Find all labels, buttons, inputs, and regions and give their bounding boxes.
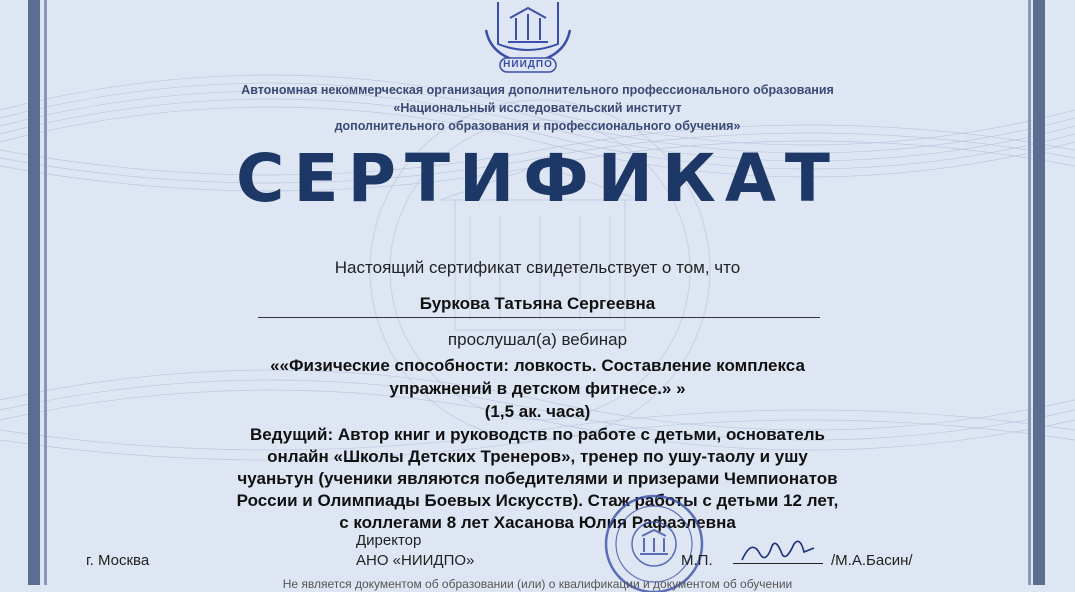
- recipient-name: Буркова Татьяна Сергеевна: [419, 294, 656, 313]
- institute-logo: [478, 0, 578, 74]
- city-label: г. Москва: [86, 552, 150, 569]
- hours-label: (1,5 ак. часа): [484, 402, 591, 421]
- director-name: /М.А.Басин/: [831, 552, 913, 569]
- webinar-title-line-1: ««Физические способности: ловкость. Составление комплекса: [270, 356, 805, 375]
- signature-line: [733, 563, 823, 564]
- host-line-1: Ведущий: Автор книг и руководств по работе с детьми, основатель: [250, 425, 825, 444]
- signature-icon: [738, 534, 818, 566]
- director-organization: АНО «НИИДПО»: [356, 552, 475, 569]
- legal-note: Не является документом об образовании (или) о квалификации и документом об обучении: [282, 577, 793, 591]
- completed-label: прослушал(а) вебинар: [447, 330, 628, 349]
- organization-line-1: Автономная некоммерческая организация дополнительного профессионального образования: [241, 83, 834, 97]
- stamp-place-label: М.П.: [681, 552, 713, 569]
- certificate-intro: Настоящий сертификат свидетельствует о том, что: [334, 258, 741, 277]
- director-title: Директор: [356, 532, 422, 549]
- host-line-5: с коллегами 8 лет Хасанова Юлия Рафаэлевна: [339, 513, 736, 532]
- recipient-underline: [258, 317, 820, 318]
- host-line-4: России и Олимпиады Боевых Искусств). Стаж работы с детьми 12 лет,: [236, 491, 839, 510]
- host-line-2: онлайн «Школы Детских Тренеров», тренер по ушу-таолу и ушу: [267, 447, 808, 466]
- organization-line-2: «Национальный исследовательский институт: [393, 101, 682, 115]
- organization-line-3: дополнительного образования и профессионального обучения»: [334, 119, 741, 133]
- host-line-3: чуаньтун (ученики являются победителями и призерами Чемпионатов: [237, 469, 838, 488]
- logo-text: НИИДПО: [503, 59, 553, 70]
- certificate-title: СЕРТИФИКАТ: [236, 140, 839, 217]
- webinar-title-line-2: упражнений в детском фитнесе.» »: [389, 379, 686, 398]
